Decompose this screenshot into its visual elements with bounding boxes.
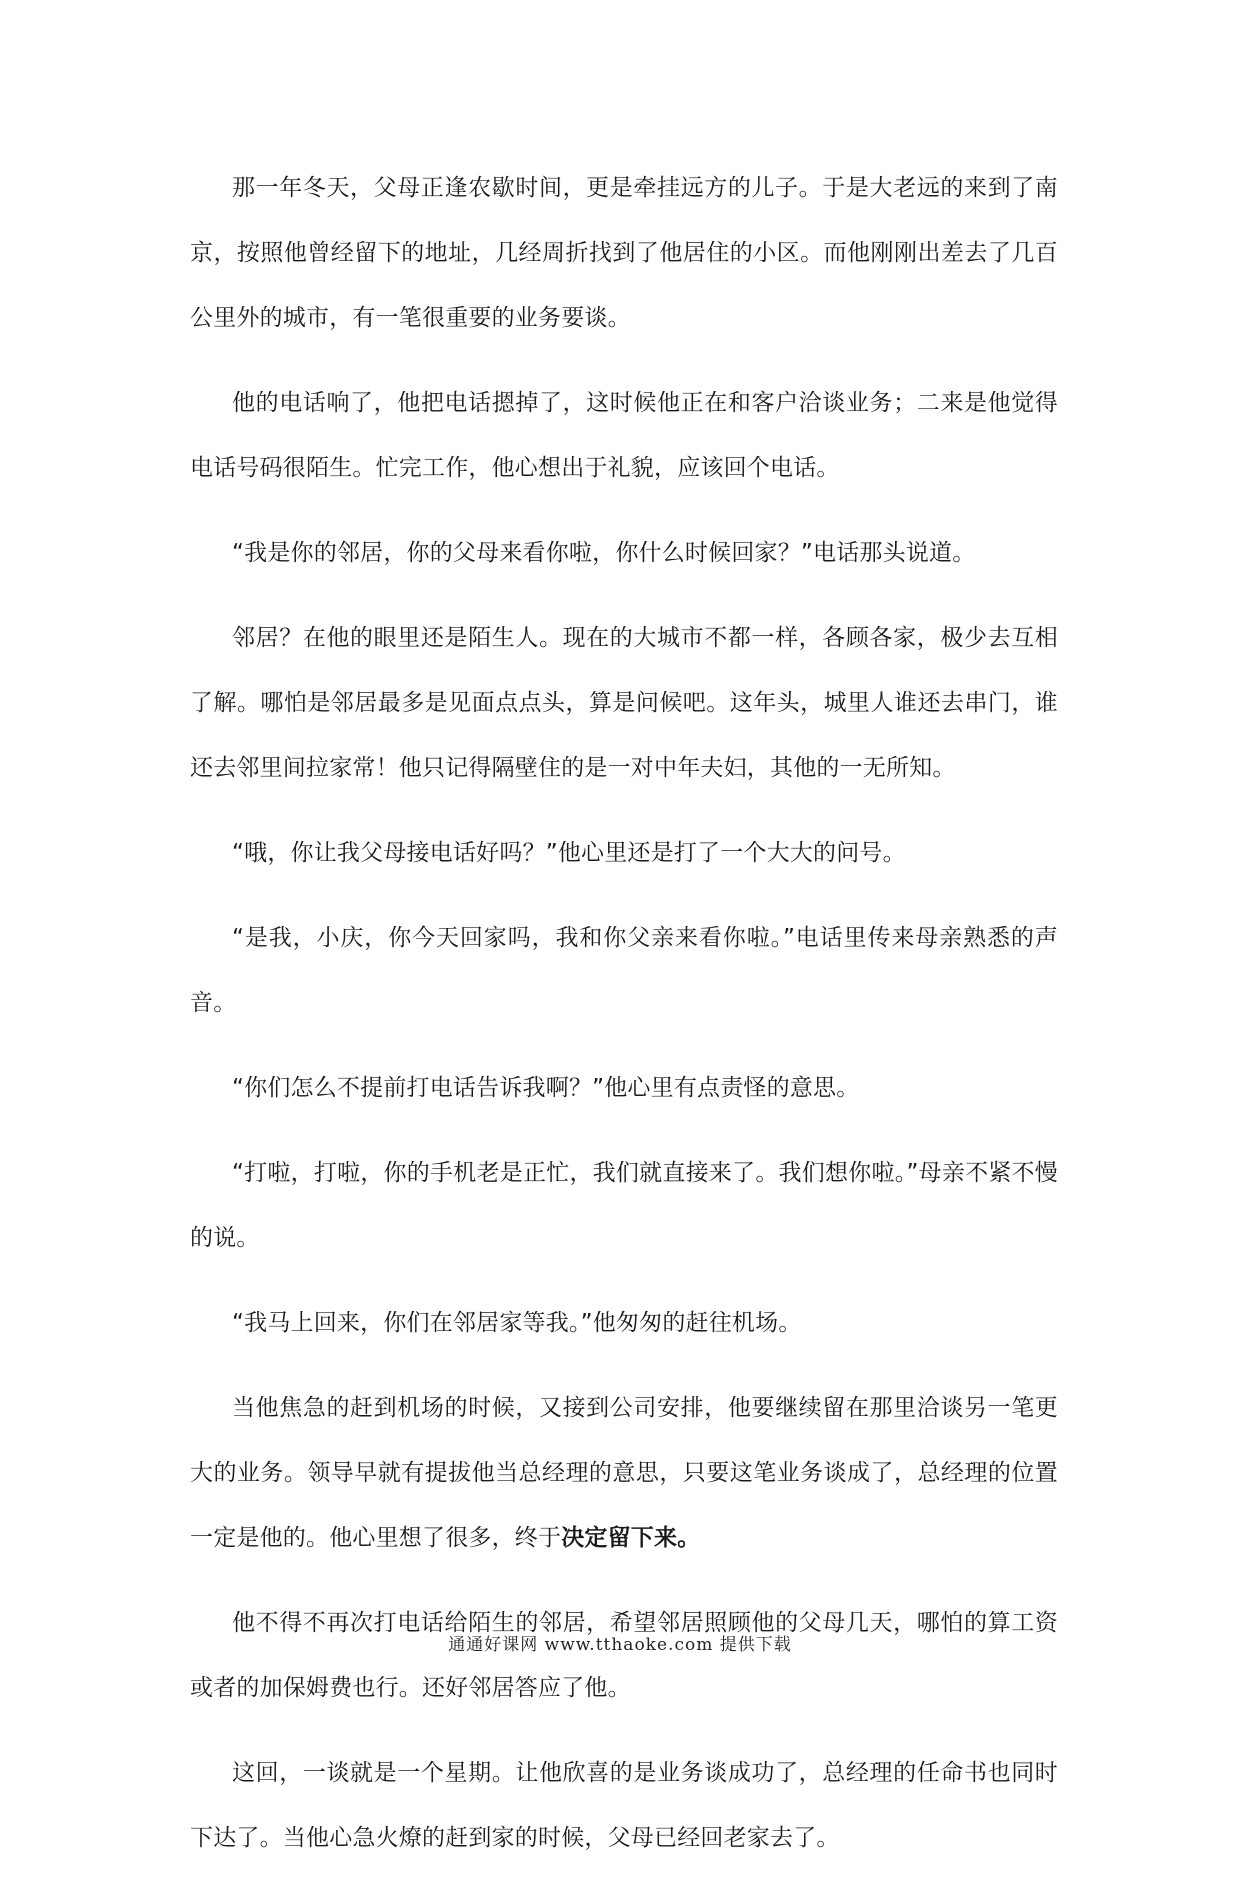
paragraph: 他不得不再次打电话给陌生的邻居，希望邻居照顾他的父母几天，哪怕的算工资或者的加保姆费也行。还好邻居答应了他。 — [190, 1610, 1058, 1701]
emphasis-text: 决定留下来。 — [561, 1525, 701, 1551]
paragraph: “我马上回来，你们在邻居家等我。”他匆匆的赶往机场。 — [232, 1310, 802, 1336]
paragraph: “打啦，打啦，你的手机老是正忙，我们就直接来了。我们想你啦。”母亲不紧不慢的说。 — [190, 1160, 1058, 1251]
paragraph: “哦，你让我父母接电话好吗？”他心里还是打了一个大大的问号。 — [232, 840, 906, 866]
paragraph: “你们怎么不提前打电话告诉我啊？”他心里有点责怪的意思。 — [232, 1075, 860, 1101]
paragraph: 他的电话响了，他把电话摁掉了，这时候他正在和客户洽谈业务；二来是他觉得电话号码很陌生。忙完工作，他心想出于礼貌，应该回个电话。 — [190, 390, 1058, 481]
paragraph-with-emphasis — [190, 1376, 1058, 1571]
paragraph: 这回，一谈就是一个星期。让他欣喜的是业务谈成功了，总经理的任命书也同时下达了。当他心急火燎的赶到家的时候，父母已经回老家去了。 — [190, 1760, 1058, 1851]
paragraph-text: 当他焦急的赶到机场的时候，又接到公司安排，他要继续留在那里洽谈另一笔更大的业务。领导早就有提拔他当总经理的意思，只要这笔业务谈成了，总经理的位置一定是他的。他心里想了很多，终于 — [190, 1395, 1058, 1551]
paragraph: 邻居？在他的眼里还是陌生人。现在的大城市不都一样，各顾各家，极少去互相了解。哪怕是邻居最多是见面点点头，算是问候吧。这年头，城里人谁还去串门，谁还去邻里间拉家常！他只记得隔壁住的是一对中年夫妇，其他的一无所知。 — [190, 625, 1058, 781]
paragraph: 那一年冬天，父母正逢农歇时间，更是牵挂远方的儿子。于是大老远的来到了南京，按照他曾经留下的地址，几经周折找到了他居住的小区。而他刚刚出差去了几百公里外的城市，有一笔很重要的业务要谈。 — [190, 175, 1058, 331]
paragraph: “我是你的邻居，你的父母来看你啦，你什么时候回家？”电话那头说道。 — [232, 540, 976, 566]
page-footer: 通通好课网 www.tthaoke.com 提供下载 — [448, 1635, 792, 1655]
paragraph: “是我，小庆，你今天回家吗，我和你父亲来看你啦。”电话里传来母亲熟悉的声音。 — [190, 925, 1058, 1016]
